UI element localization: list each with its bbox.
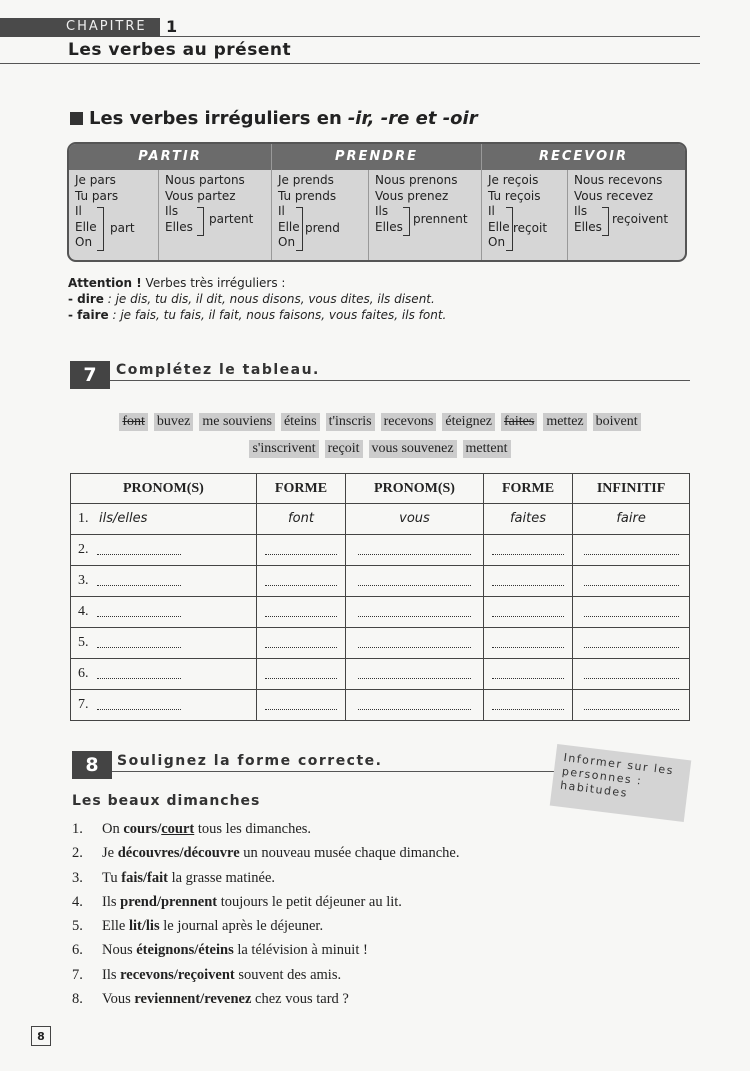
- sentence: [102, 914, 323, 938]
- bracket-icon: [296, 207, 303, 251]
- sentence: [102, 987, 349, 1011]
- blank-field[interactable]: [358, 576, 470, 586]
- list-item: [72, 938, 459, 962]
- conjugation-plural-partir: [159, 170, 272, 262]
- choice-b[interactable]: fait: [147, 869, 168, 886]
- conj-pronoun: Il: [488, 204, 495, 218]
- blank-field[interactable]: [97, 576, 181, 586]
- item-number: 3.: [72, 869, 83, 886]
- item-number: 1.: [72, 821, 83, 837]
- choice-a[interactable]: éteignons: [136, 942, 195, 959]
- sentence-end: toujours le petit déjeuner au lit.: [217, 893, 402, 910]
- choice-separator: /: [141, 918, 146, 935]
- choice-a[interactable]: découvres: [117, 845, 180, 862]
- chapter-number: 1: [166, 17, 178, 36]
- faire-label: - faire: [68, 308, 109, 322]
- list-item: [72, 987, 459, 1011]
- table-row: [71, 597, 690, 628]
- choice-b[interactable]: découvre: [183, 845, 240, 862]
- sentence-start: Ils: [102, 966, 121, 983]
- conj-form: reçoit: [513, 221, 548, 235]
- conjugation-singular-prendre: [272, 170, 369, 262]
- example-pronoun: ils/elles: [99, 511, 148, 526]
- word-chip: faites: [501, 413, 537, 431]
- conj-pronoun: Elles: [375, 219, 403, 234]
- conj-pronoun: Il: [278, 204, 285, 218]
- word-chip: boivent: [593, 413, 641, 431]
- sentence-start: Tu: [102, 869, 122, 886]
- example-form: [483, 504, 572, 535]
- conjugation-plural-recevoir: [568, 170, 685, 262]
- page-number: 8: [31, 1026, 51, 1046]
- choice-a[interactable]: reviennent: [134, 991, 201, 1008]
- bracket-icon: [403, 207, 410, 236]
- verb-header-partir: PARTIR: [69, 144, 272, 170]
- blank-cell[interactable]: [573, 535, 690, 566]
- attention-label: Attention !: [68, 276, 142, 290]
- choice-b[interactable]: prennent: [160, 893, 218, 910]
- conj-form: part: [110, 221, 135, 235]
- blank-cell[interactable]: [573, 690, 690, 721]
- dire-forms: : je dis, tu dis, il dit, nous disons, vous dites, ils disent.: [103, 292, 435, 306]
- conjugation-table: [67, 142, 687, 262]
- example-form-text: faites: [509, 511, 547, 526]
- column-header: FORME: [483, 474, 572, 504]
- blank-cell[interactable]: [346, 535, 484, 566]
- list-item: [72, 890, 459, 914]
- blank-field[interactable]: [584, 545, 679, 555]
- divider: [0, 63, 700, 64]
- row-num-label: 4.: [78, 604, 89, 619]
- blank-cell[interactable]: [483, 690, 572, 721]
- blank-field[interactable]: [265, 607, 337, 617]
- table-row: [71, 566, 690, 597]
- sentence: [102, 938, 368, 962]
- divider: [160, 36, 700, 37]
- conj-form: Je pars: [75, 173, 116, 187]
- blank-field[interactable]: [97, 545, 181, 555]
- blank-field[interactable]: [492, 638, 564, 648]
- example-form-text: font: [288, 511, 314, 526]
- row-num-label: 5.: [78, 635, 89, 650]
- item-number: 4.: [72, 893, 83, 910]
- blank-field[interactable]: [492, 607, 564, 617]
- list-item: [72, 817, 459, 841]
- bracket-icon: [97, 207, 104, 251]
- sentence-end: souvent des amis.: [234, 966, 342, 983]
- sentence-start: Je: [102, 845, 118, 862]
- conj-pronoun: On: [278, 235, 296, 249]
- section-heading-text: Les verbes irréguliers en: [89, 108, 342, 129]
- section-heading-endings: -ir, -re et -oir: [347, 108, 478, 129]
- choice-separator: /: [173, 966, 178, 983]
- dire-label: - dire: [68, 292, 104, 306]
- conj-pronoun: Ils: [574, 204, 588, 218]
- blank-field[interactable]: [358, 545, 470, 555]
- blank-field[interactable]: [97, 638, 181, 648]
- blank-cell[interactable]: [346, 690, 484, 721]
- blank-cell[interactable]: [256, 659, 345, 690]
- choice-b[interactable]: éteins: [198, 942, 234, 959]
- conjugation-header: [69, 144, 685, 170]
- table-row: [71, 659, 690, 690]
- word-chip: éteignez: [442, 413, 495, 431]
- item-number: 7.: [72, 966, 83, 983]
- blank-cell[interactable]: [256, 535, 345, 566]
- blank-cell[interactable]: [346, 566, 484, 597]
- example-pronoun: [346, 504, 484, 535]
- sentence: [102, 890, 402, 914]
- sentence-end: un nouveau musée chaque dimanche.: [239, 845, 460, 862]
- example-infinitive: [573, 504, 690, 535]
- choice-b[interactable]: court: [161, 821, 195, 837]
- blank-field[interactable]: [265, 576, 337, 586]
- choice-separator: /: [179, 845, 184, 862]
- blank-cell[interactable]: [573, 597, 690, 628]
- faire-forms: : je fais, tu fais, il fait, nous faisons, vous faites, ils font.: [108, 308, 447, 322]
- choice-a[interactable]: prend: [120, 893, 157, 910]
- conj-form: prend: [305, 221, 340, 235]
- sentence-start: Nous: [102, 942, 137, 959]
- sentence-end: chez vous tard ?: [251, 991, 349, 1008]
- divider: [110, 380, 690, 381]
- verb-header-recevoir: RECEVOIR: [538, 149, 629, 164]
- column-header: PRONOM(S): [346, 474, 484, 504]
- section-heading: [70, 108, 478, 129]
- word-chip: buvez: [154, 413, 193, 431]
- list-item: [72, 963, 459, 987]
- blank-cell[interactable]: [346, 597, 484, 628]
- blank-cell[interactable]: [346, 659, 484, 690]
- blank-field[interactable]: [584, 576, 679, 586]
- sentence: [102, 963, 341, 987]
- list-item: [72, 841, 459, 865]
- chapter-label: CHAPITRE: [66, 19, 147, 34]
- choice-a[interactable]: recevons: [120, 966, 174, 983]
- example-pronoun-text: vous: [399, 511, 430, 526]
- blank-cell[interactable]: [573, 659, 690, 690]
- blank-field[interactable]: [97, 607, 181, 617]
- conj-form: Vous partez: [165, 188, 236, 203]
- word-chip: mettez: [543, 413, 586, 431]
- conj-pronoun: On: [488, 235, 506, 249]
- list-item: [72, 914, 459, 938]
- conjugation-singular-recevoir: [482, 170, 568, 262]
- row-number[interactable]: [71, 535, 257, 566]
- blank-field[interactable]: [492, 576, 564, 586]
- conj-form: partent: [209, 212, 254, 226]
- row-number[interactable]: [71, 597, 257, 628]
- attention-note: [68, 275, 446, 323]
- conj-pronoun: Elle: [75, 219, 97, 234]
- word-chip: s'inscrivent: [249, 440, 318, 458]
- table-row: [71, 628, 690, 659]
- choice-a[interactable]: lit: [128, 918, 142, 935]
- table-row: [71, 504, 690, 535]
- blank-field[interactable]: [492, 700, 564, 710]
- blank-cell[interactable]: [483, 597, 572, 628]
- blank-field[interactable]: [584, 700, 679, 710]
- blank-cell[interactable]: [483, 535, 572, 566]
- sentence-end: la grasse matinée.: [167, 869, 276, 886]
- sentence: [102, 841, 459, 865]
- conj-form: prennent: [413, 212, 468, 226]
- item-number: 5.: [72, 918, 83, 935]
- sentence-end: la télévision à minuit !: [233, 942, 368, 959]
- conj-form: Tu prends: [278, 188, 337, 203]
- exercise-8-number: 8: [72, 751, 112, 779]
- column-header: FORME: [256, 474, 345, 504]
- table-row: [71, 690, 690, 721]
- choice-separator: /: [156, 893, 161, 910]
- blank-cell[interactable]: [346, 628, 484, 659]
- attention-text: Verbes très irréguliers :: [141, 276, 286, 290]
- item-number: 8.: [72, 991, 83, 1008]
- conj-form: Je reçois: [488, 173, 539, 187]
- row-num-label: 3.: [78, 573, 89, 588]
- word-chip: reçoit: [325, 440, 363, 458]
- sentence: [102, 866, 275, 890]
- choice-separator: /: [157, 821, 162, 837]
- sentence-start: Ils: [102, 893, 121, 910]
- word-chip: t'inscris: [326, 413, 375, 431]
- blank-field[interactable]: [358, 638, 470, 648]
- blank-cell[interactable]: [256, 690, 345, 721]
- verb-header-prendre: PRENDRE: [272, 144, 482, 170]
- conjugation-singular-partir: [69, 170, 159, 262]
- conj-pronoun: Il: [75, 204, 82, 218]
- divider: [112, 771, 557, 772]
- row-num-label: 6.: [78, 666, 89, 681]
- blank-cell[interactable]: [483, 659, 572, 690]
- page-title: Les verbes au présent: [68, 40, 292, 60]
- word-chip: mettent: [463, 440, 511, 458]
- word-chip: me souviens: [199, 413, 275, 431]
- sentence-start: Elle: [102, 918, 129, 935]
- word-chip: font: [119, 413, 148, 431]
- table-row: [71, 535, 690, 566]
- column-header: INFINITIF: [573, 474, 690, 504]
- blank-field[interactable]: [265, 638, 337, 648]
- choice-b[interactable]: revenez: [204, 991, 252, 1008]
- blank-field[interactable]: [97, 700, 181, 710]
- conj-form: Nous recevons: [574, 173, 663, 187]
- conj-form: Nous partons: [165, 173, 245, 187]
- blank-cell[interactable]: [573, 566, 690, 597]
- sentence-start: Vous: [102, 991, 135, 1008]
- sentence-end: tous les dimanches.: [194, 821, 312, 837]
- exercise-7-number: 7: [70, 361, 110, 389]
- blank-cell[interactable]: [483, 566, 572, 597]
- row-number[interactable]: [71, 628, 257, 659]
- conj-pronoun: Elles: [574, 219, 602, 234]
- sentence-list: [72, 817, 459, 1011]
- choice-b[interactable]: reçoivent: [177, 966, 235, 983]
- blank-cell[interactable]: [573, 628, 690, 659]
- blank-cell[interactable]: [256, 597, 345, 628]
- bracket-icon: [197, 207, 204, 236]
- conj-pronoun: Ils: [165, 204, 179, 218]
- row-num-label: 1.: [78, 511, 89, 526]
- topic-note: Informer sur les personnes : habitudes: [550, 744, 692, 822]
- choice-a[interactable]: fais: [121, 869, 143, 886]
- blank-field[interactable]: [492, 545, 564, 555]
- row-number[interactable]: [71, 659, 257, 690]
- exercise-8-subtitle: Les beaux dimanches: [72, 793, 261, 809]
- blank-field[interactable]: [265, 700, 337, 710]
- item-number: 2.: [72, 845, 83, 862]
- word-chip: éteins: [281, 413, 320, 431]
- conj-pronoun: On: [75, 235, 93, 249]
- example-form: [256, 504, 345, 535]
- blank-field[interactable]: [584, 669, 679, 679]
- conj-pronoun: Elle: [278, 219, 300, 234]
- item-number: 6.: [72, 942, 83, 959]
- list-item: [72, 866, 459, 890]
- exercise-7-title: Complétez le tableau.: [116, 362, 320, 378]
- blank-field[interactable]: [358, 607, 470, 617]
- choice-separator: /: [194, 942, 199, 959]
- row-num-label: 2.: [78, 542, 89, 557]
- conj-form: Vous recevez: [574, 188, 654, 203]
- word-chip: vous souvenez: [369, 440, 457, 458]
- column-header: PRONOM(S): [71, 474, 257, 504]
- blank-cell[interactable]: [256, 628, 345, 659]
- choice-b[interactable]: lis: [145, 918, 160, 935]
- conj-form: Nous prenons: [375, 173, 458, 187]
- word-bank: [70, 408, 690, 462]
- sentence-start: On: [102, 821, 124, 837]
- sentence: [102, 817, 311, 841]
- conj-form: reçoivent: [612, 212, 669, 226]
- choice-separator: /: [142, 869, 148, 886]
- choice-separator: /: [200, 991, 205, 1008]
- conjugation-plural-prendre: [369, 170, 482, 262]
- blank-field[interactable]: [265, 545, 337, 555]
- exercise-8-title: Soulignez la forme correcte.: [117, 753, 383, 769]
- blank-field[interactable]: [584, 607, 679, 617]
- conj-form: Tu reçois: [488, 188, 541, 203]
- square-bullet-icon: [70, 112, 83, 125]
- row-number: [71, 504, 257, 535]
- blank-field[interactable]: [584, 638, 679, 648]
- blank-field[interactable]: [492, 669, 564, 679]
- conj-pronoun: Ils: [375, 204, 389, 218]
- blank-cell[interactable]: [483, 628, 572, 659]
- conj-pronoun: Elle: [488, 219, 510, 234]
- row-number[interactable]: [71, 690, 257, 721]
- conj-form: Tu pars: [75, 188, 119, 203]
- word-chip: recevons: [381, 413, 437, 431]
- conj-pronoun: Elles: [165, 219, 193, 234]
- sentence-end: le journal après le déjeuner.: [159, 918, 324, 935]
- blank-field[interactable]: [265, 669, 337, 679]
- conj-form: Je prends: [278, 173, 334, 187]
- blank-field[interactable]: [358, 669, 470, 679]
- choice-a[interactable]: cours: [123, 821, 158, 837]
- conj-form: Vous prenez: [375, 188, 449, 203]
- blank-field[interactable]: [97, 669, 181, 679]
- row-num-label: 7.: [78, 697, 89, 712]
- blank-field[interactable]: [358, 700, 470, 710]
- bracket-icon: [602, 207, 609, 236]
- row-number[interactable]: [71, 566, 257, 597]
- example-infinitive-text: faire: [616, 511, 646, 526]
- exercise-7-table: [70, 473, 690, 721]
- bracket-icon: [506, 207, 513, 251]
- blank-cell[interactable]: [256, 566, 345, 597]
